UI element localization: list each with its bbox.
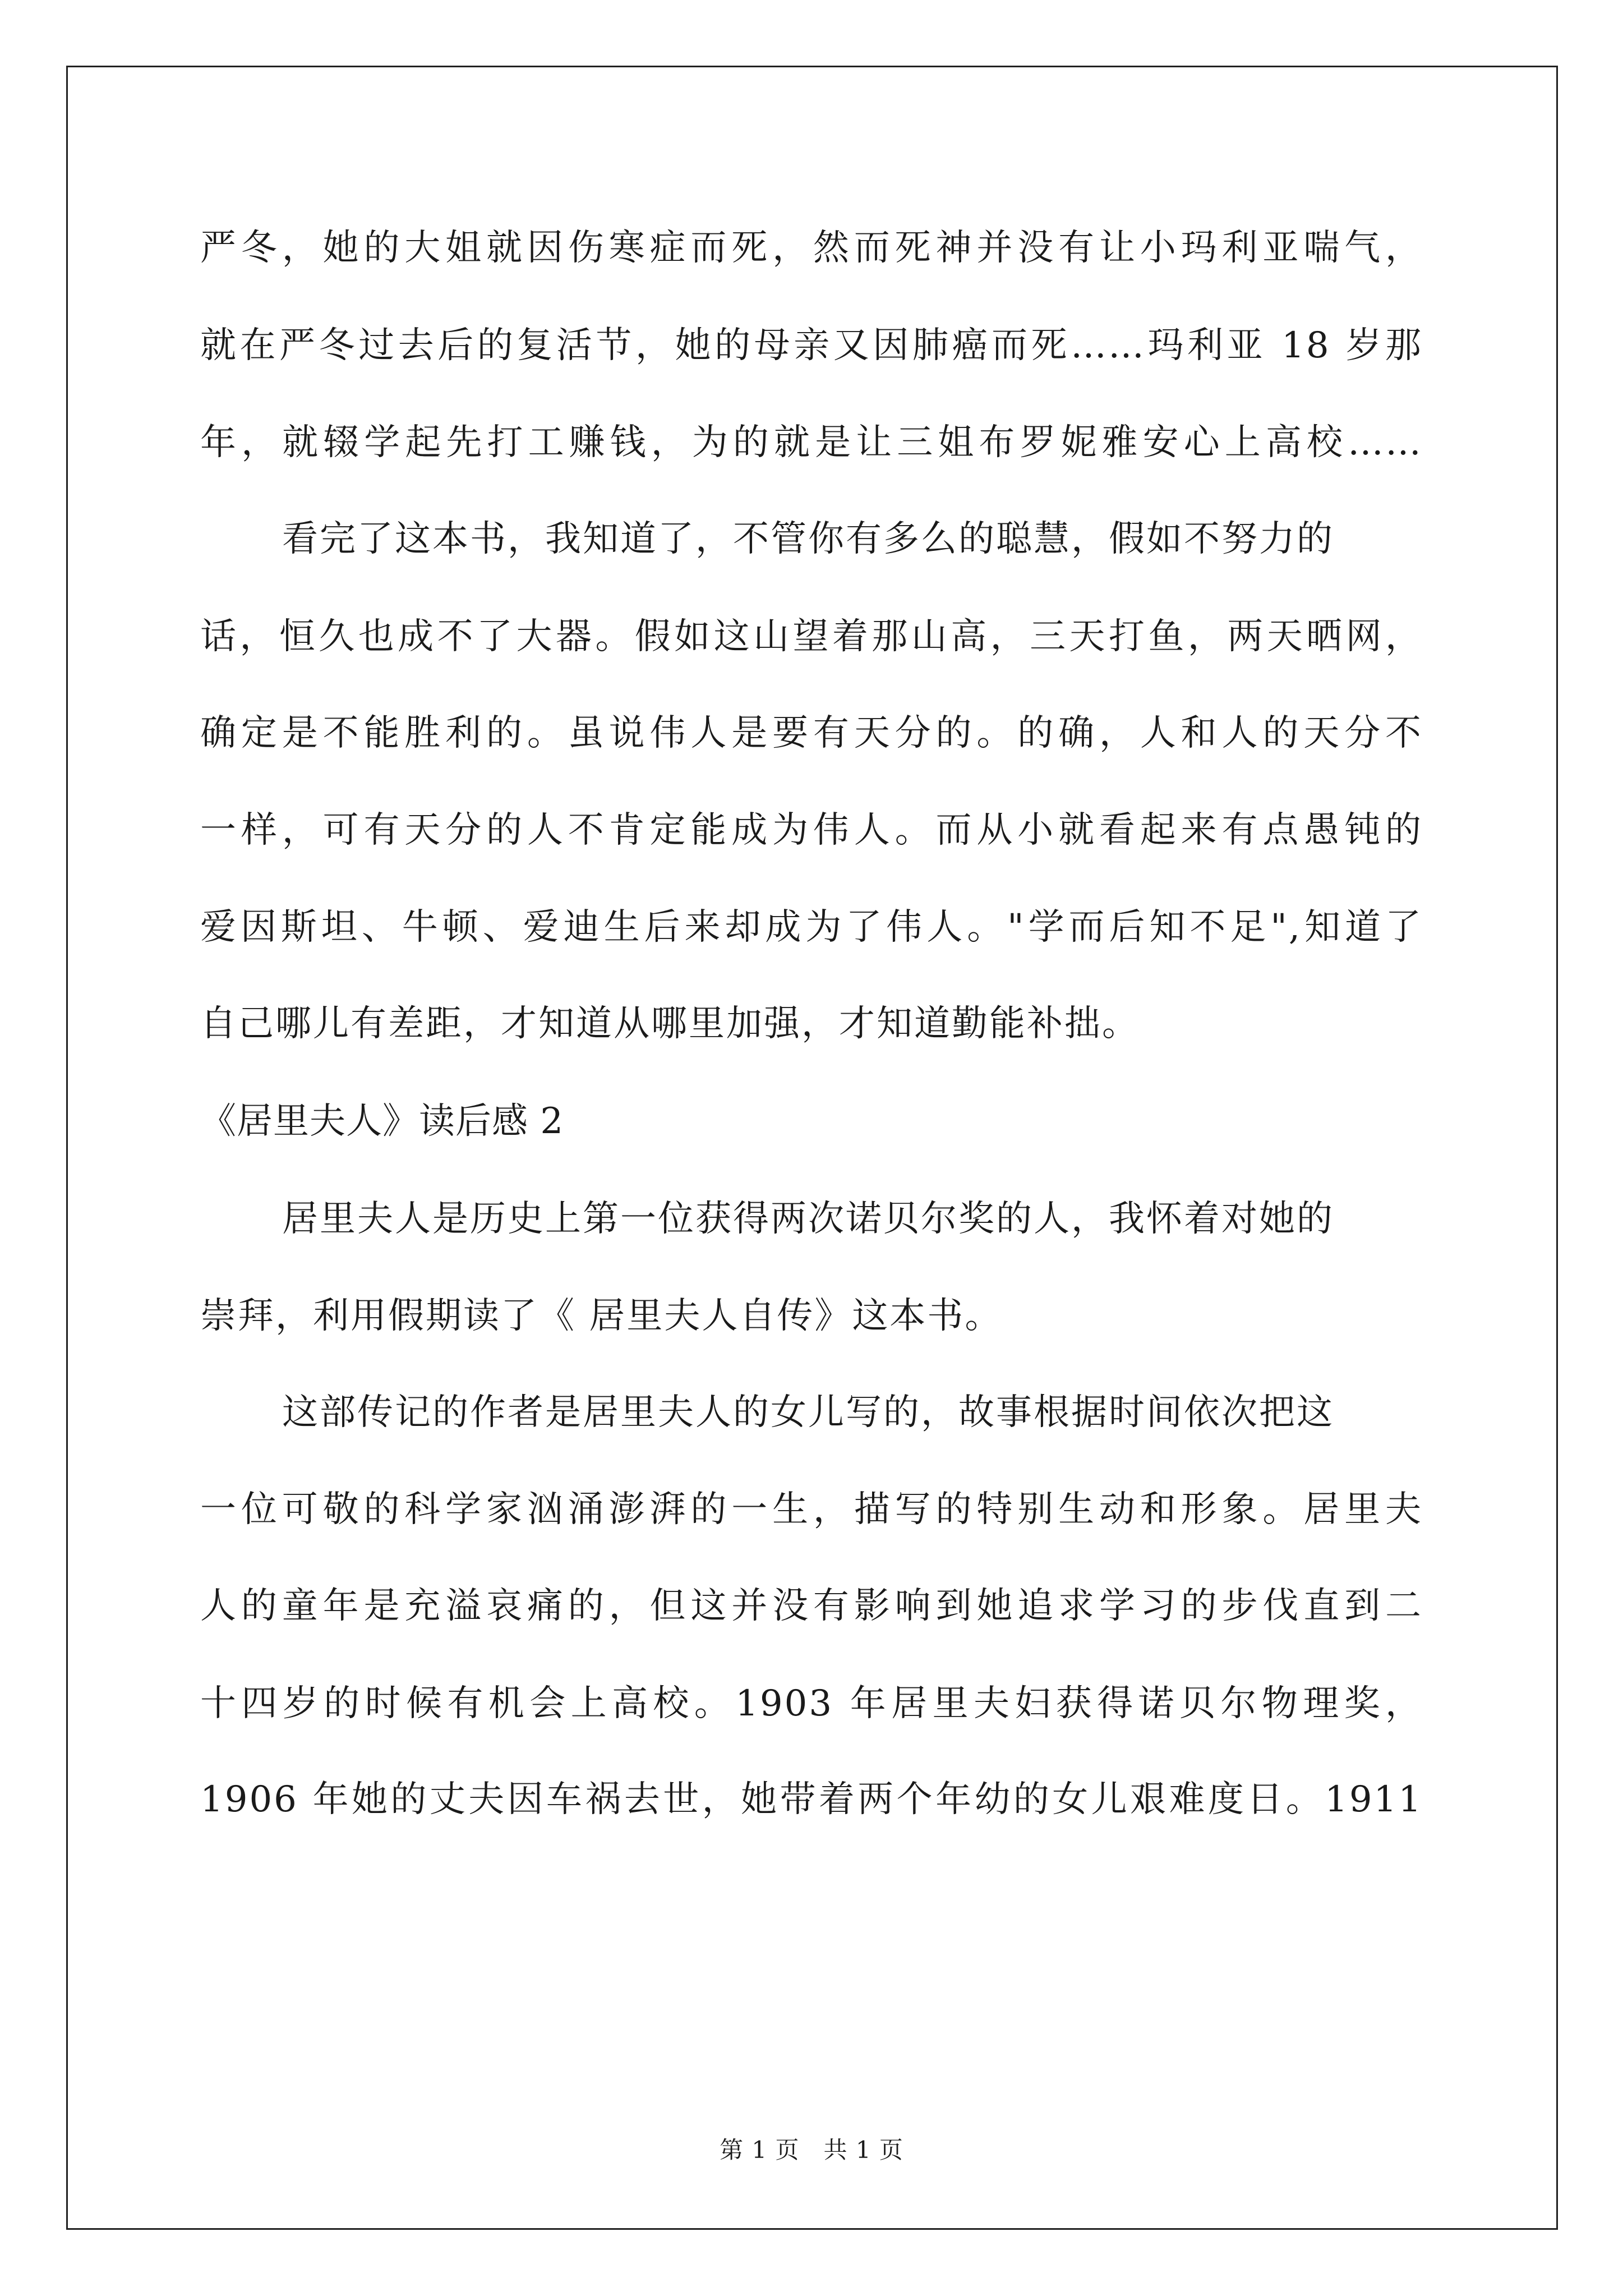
paragraph-first-line: 居里夫人是历史上第一位获得两次诺贝尔奖的人，我怀着对她的 [282, 1198, 1334, 1240]
page-border [66, 66, 1558, 2230]
text-line: 崇拜，利用假期读了《 居里夫人自传》这本书。 [200, 1295, 1003, 1337]
section-heading: 《居里夫人》读后感 2 [200, 1101, 564, 1142]
text-line: 一位可敬的科学家汹涌澎湃的一生，描写的特别生动和形象。居里夫 [200, 1489, 1423, 1530]
page-footer: 第 1 页 共 1 页 [720, 2136, 903, 2164]
text-line: 就在严冬过去后的复活节，她的母亲又因肺癌而死……玛利亚 18 岁那 [200, 325, 1423, 366]
text-line: 十四岁的时候有机会上高校。1903 年居里夫妇获得诺贝尔物理奖， [200, 1683, 1423, 1724]
paragraph-first-line: 这部传记的作者是居里夫人的女儿写的，故事根据时间依次把这 [282, 1392, 1334, 1433]
text-line: 自己哪儿有差距，才知道从哪里加强，才知道勤能补拙。 [200, 1003, 1140, 1045]
paragraph-first-line: 看完了这本书，我知道了，不管你有多么的聪慧，假如不努力的 [282, 518, 1334, 560]
text-line: 确定是不能胜利的。虽说伟人是要有天分的。的确，人和人的天分不 [200, 712, 1423, 754]
text-line: 严冬，她的大姐就因伤寒症而死，然而死神并没有让小玛利亚喘气， [200, 227, 1423, 269]
text-line: 1906 年她的丈夫因车祸去世，她带着两个年幼的女儿艰难度日。1911 [200, 1779, 1423, 1820]
text-line: 话，恒久也成不了大器。假如这山望着那山高，三天打鱼，两天晒网， [200, 616, 1423, 657]
text-line: 年，就辍学起先打工赚钱，为的就是让三姐布罗妮雅安心上高校…… [200, 422, 1423, 463]
text-line: 人的童年是充溢哀痛的，但这并没有影响到她追求学习的步伐直到二 [200, 1585, 1423, 1627]
text-line: 一样，可有天分的人不肯定能成为伟人。而从小就看起来有点愚钝的 [200, 809, 1423, 851]
text-line: 爱因斯坦、牛顿、爱迪生后来却成为了伟人。"学而后知不足",知道了 [200, 907, 1423, 948]
